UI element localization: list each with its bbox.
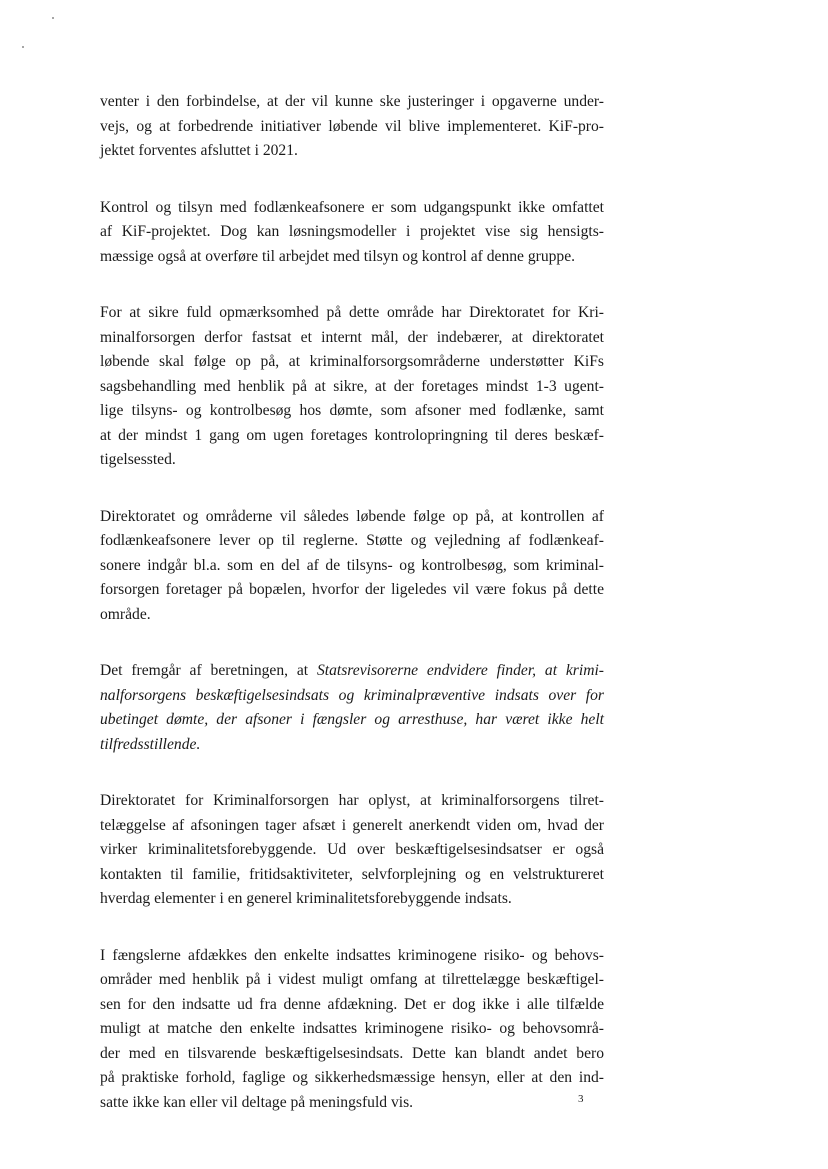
scan-speck [52,17,54,19]
text-line: tigelsessted. [100,451,176,468]
text-line: venter i den forbindelse, at der vil kunne ske justeringer i opgaverne under- [100,93,604,110]
text-line: lige tilsyns- og kontrolbesøg hos dømte, som afsoner med fodlænke, samt [100,402,604,419]
text-line: muligt at matche den enkelte indsattes kriminogene risiko- og behovsområ- [100,1020,604,1037]
text-line: af KiF-projektet. Dog kan løsningsmodeller i projektet vise sig hensigts- [100,223,604,240]
text-line: telæggelse af afsoningen tager afsæt i generelt anerkendt viden om, hvad der [100,816,604,834]
text-line: at der mindst 1 gang om ugen foretages kontrolopringning til deres beskæf- [100,426,604,444]
paragraph-6 [100,789,604,912]
text-line: satte ikke kan eller vil deltage på meningsfuld vis. [100,1093,414,1111]
text-line: minalforsorgen derfor fastsat et internt mål, der indebærer, at direktoratet [100,328,604,346]
quote-line: nalforsorgens beskæftigelsesindsats og kriminalpræventive indsats over for [100,686,604,704]
text-line: Direktoratet for Kriminalforsorgen har oplyst, at kriminalforsorgens tilret- [100,792,604,809]
paragraph-4 [100,505,604,628]
text-line: mæssige også at overføre til arbejdet med tilsyn og kontrol af denne gruppe. [100,247,576,265]
paragraph-5 [100,659,604,757]
text-line: virker kriminalitetsforebyggende. Ud over beskæftigelsesindsatser er også [100,841,604,858]
paragraph-2 [100,196,604,270]
text-line: For at sikre fuld opmærksomhed på dette område har Direktoratet for Kri- [100,304,604,321]
quote-line: tilfredsstillende. [100,735,201,753]
text-line: hverdag elementer i en generel kriminalitetsforebyggende indsats. [100,890,512,907]
text-line [100,659,604,684]
text-line: løbende skal følge op på, at kriminalforsorgsområderne understøtter KiFs [100,353,604,370]
text-line: I fængslerne afdækkes den enkelte indsattes kriminogene risiko- og behovs- [100,946,604,964]
paragraph-3 [100,301,604,473]
paragraph-1 [100,90,604,164]
text-segment: Det fremgår af beretningen, at [100,662,317,679]
text-line: der med en tilsvarende beskæftigelsesindsats. Dette kan blandt andet bero [100,1044,604,1062]
page-number: 3 [578,1093,584,1105]
scan-speck [22,46,24,48]
text-line: område. [100,605,151,623]
text-line: fodlænkeafsonere lever op til reglerne. Støtte og vejledning af fodlænkeaf- [100,532,604,549]
text-line: Direktoratet og områderne vil således løbende følge op på, at kontrollen af [100,507,604,525]
text-line: sonere indgår bl.a. som en del af de tilsyns- og kontrolbesøg, som kriminal- [100,556,604,574]
text-line: sagsbehandling med henblik på at sikre, at der foretages mindst 1-3 ugent- [100,377,604,395]
text-line: Kontrol og tilsyn med fodlænkeafsonere er som udgangspunkt ikke omfattet [100,198,604,216]
body-text [100,90,604,1147]
quote-segment: Statsrevisorerne endvidere finder, at krimi- [316,662,604,679]
text-line: på praktiske forhold, faglige og sikkerhedsmæssige hensyn, eller at den ind- [100,1069,604,1086]
text-line: jektet forventes afsluttet i 2021. [100,142,298,159]
paragraph-7 [100,944,604,1116]
text-line: sen for den indsatte ud fra denne afdækning. Det er dog ikke i alle tilfælde [100,995,604,1013]
text-line: områder med henblik på i videst muligt omfang at tilrettelægge beskæftigel- [100,971,604,988]
quote-line: ubetinget dømte, der afsoner i fængsler og arresthuse, har været ikke helt [100,711,604,728]
text-line: vejs, og at forbedrende initiativer løbende vil blive implementeret. KiF-pro- [100,117,604,135]
text-line: kontakten til familie, fritidsaktiviteter, selvforplejning og en velstruktureret [100,865,604,883]
text-line: forsorgen foretager på bopælen, hvorfor der ligeledes vil være fokus på dette [100,581,604,598]
